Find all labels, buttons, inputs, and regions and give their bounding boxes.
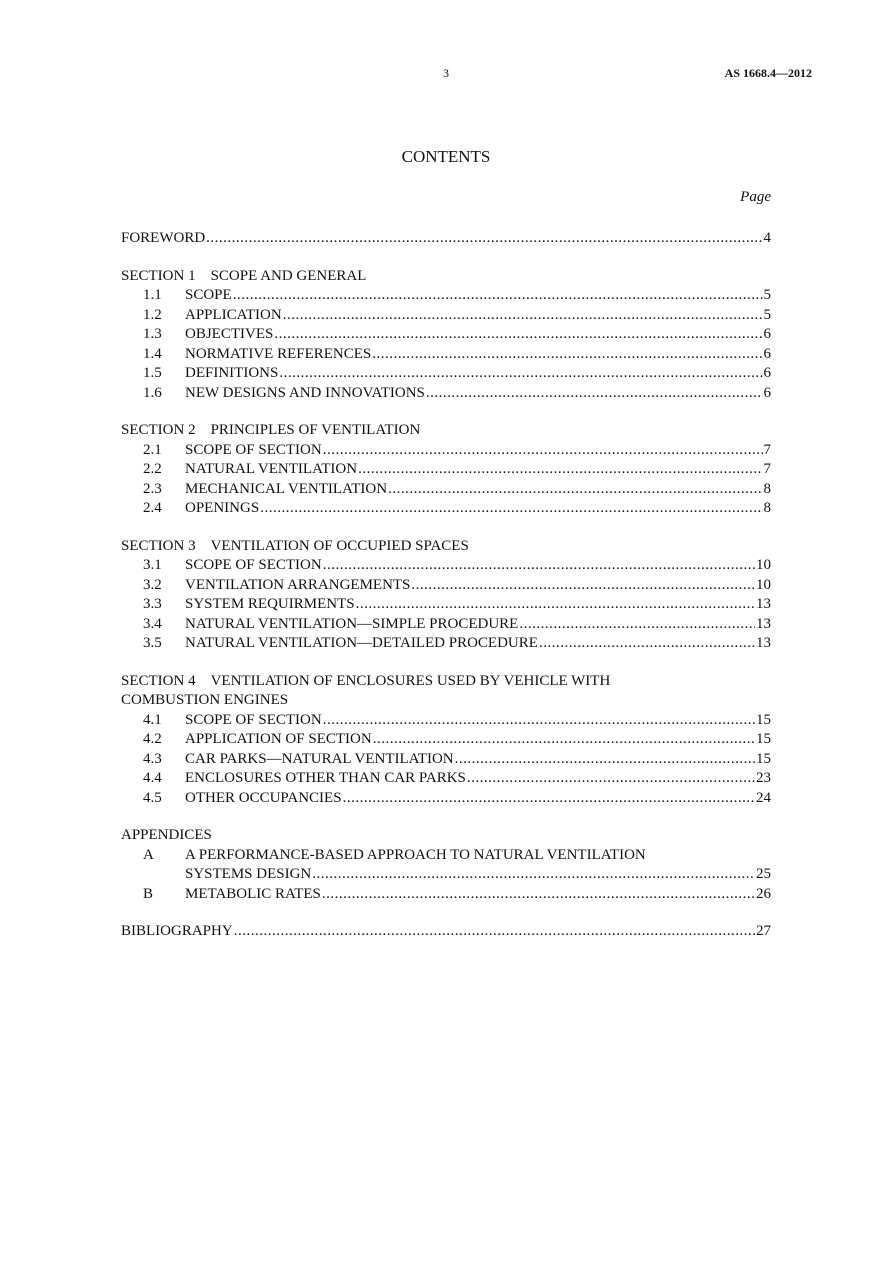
dot-leader bbox=[388, 480, 762, 500]
toc-entry-title: SYSTEMS DESIGN bbox=[185, 866, 312, 882]
toc-entry-page: 8 bbox=[763, 500, 771, 516]
dot-leader bbox=[539, 634, 755, 654]
toc-entry-page: 6 bbox=[763, 384, 771, 401]
toc-entry-title: NORMATIVE REFERENCES bbox=[185, 345, 372, 362]
toc-entry-page: 8 bbox=[763, 480, 771, 497]
toc-entry-number: 2.1 bbox=[143, 441, 162, 458]
dot-leader bbox=[322, 885, 755, 905]
toc-entry-page: 10 bbox=[756, 557, 771, 573]
toc-entry[interactable] bbox=[121, 711, 771, 731]
toc-entry-number: 1.4 bbox=[143, 345, 162, 362]
dot-leader bbox=[206, 229, 762, 249]
toc-entry-title: NATURAL VENTILATION—DETAILED PROCEDURE bbox=[185, 635, 538, 651]
toc-entry[interactable] bbox=[121, 364, 771, 384]
toc-entry-title: NEW DESIGNS AND INNOVATIONS bbox=[185, 384, 425, 401]
toc-entry-appendix-b[interactable] bbox=[121, 885, 771, 905]
dot-leader bbox=[274, 325, 762, 345]
toc-entry-title: APPLICATION OF SECTION bbox=[185, 731, 372, 747]
contents-title: CONTENTS bbox=[401, 147, 491, 166]
toc-entry-title: VENTILATION ARRANGEMENTS bbox=[185, 576, 411, 593]
table-of-contents bbox=[121, 229, 771, 942]
dot-leader bbox=[519, 615, 755, 635]
toc-entry-page: 13 bbox=[756, 615, 771, 632]
toc-entry-number: 4.4 bbox=[143, 770, 162, 786]
toc-entry[interactable] bbox=[121, 556, 771, 576]
dot-leader bbox=[467, 769, 755, 789]
section-4-heading[interactable]: SECTION 4 VENTILATION OF ENCLOSURES USED BY VEHICLE WITH bbox=[121, 672, 611, 689]
toc-entry-number: B bbox=[143, 885, 154, 902]
dot-leader bbox=[356, 595, 755, 615]
page-column-label: Page bbox=[740, 189, 771, 205]
dot-leader bbox=[426, 384, 763, 404]
toc-entry-number: 1.6 bbox=[143, 384, 162, 401]
toc-entry-number: 1.1 bbox=[143, 287, 162, 303]
toc-entry[interactable] bbox=[121, 730, 771, 750]
toc-entry-number: 2.4 bbox=[143, 500, 162, 516]
toc-entry-page: 15 bbox=[756, 731, 771, 747]
toc-entry-page: 5 bbox=[763, 287, 771, 303]
section-4-heading-continued[interactable]: COMBUSTION ENGINES bbox=[121, 692, 289, 708]
toc-entry-page: 5 bbox=[763, 306, 771, 323]
toc-entry-number: 1.5 bbox=[143, 365, 162, 381]
section-1-heading[interactable]: SECTION 1 SCOPE AND GENERAL bbox=[121, 267, 367, 284]
dot-leader bbox=[323, 711, 755, 731]
toc-entry[interactable] bbox=[121, 789, 771, 809]
toc-entry[interactable] bbox=[121, 769, 771, 789]
toc-entry[interactable] bbox=[121, 286, 771, 306]
toc-entry-page: 6 bbox=[763, 365, 771, 381]
toc-entry-page: 4 bbox=[763, 230, 771, 246]
toc-entry-number: A bbox=[143, 846, 154, 863]
toc-entry[interactable] bbox=[121, 441, 771, 461]
toc-entry-number: 3.5 bbox=[143, 635, 162, 651]
toc-entry-number: 3.1 bbox=[143, 557, 162, 573]
toc-entry-title: NATURAL VENTILATION—SIMPLE PROCEDURE bbox=[185, 615, 519, 632]
toc-entry-page: 25 bbox=[756, 866, 771, 882]
toc-entry-number: 1.3 bbox=[143, 326, 162, 342]
dot-leader bbox=[312, 865, 755, 885]
toc-entry-page: 26 bbox=[756, 885, 771, 902]
page-number: 3 bbox=[443, 66, 449, 80]
dot-leader bbox=[233, 286, 763, 306]
toc-entry-number: 2.2 bbox=[143, 461, 162, 477]
appendices-heading[interactable]: APPENDICES bbox=[121, 827, 212, 843]
toc-entry-title: OTHER OCCUPANCIES bbox=[185, 789, 342, 806]
toc-entry-bibliography[interactable] bbox=[121, 922, 771, 942]
toc-entry-title: METABOLIC RATES bbox=[185, 885, 321, 902]
toc-entry-page: 27 bbox=[756, 923, 771, 939]
section-3-heading[interactable]: SECTION 3 VENTILATION OF OCCUPIED SPACES bbox=[121, 537, 469, 554]
toc-entry[interactable] bbox=[121, 480, 771, 500]
toc-entry-number: 4.5 bbox=[143, 789, 162, 806]
toc-entry[interactable] bbox=[121, 499, 771, 519]
dot-leader bbox=[279, 364, 762, 384]
toc-entry-number: 1.2 bbox=[143, 306, 162, 323]
toc-entry-appendix-a-continued[interactable] bbox=[121, 865, 771, 885]
dot-leader bbox=[372, 345, 762, 365]
toc-entry-number: 4.2 bbox=[143, 731, 162, 747]
toc-entry-page: 6 bbox=[763, 326, 771, 342]
toc-entry-title: SCOPE bbox=[185, 287, 232, 303]
toc-entry-title: BIBLIOGRAPHY bbox=[121, 923, 233, 939]
dot-leader bbox=[323, 556, 755, 576]
toc-entry[interactable] bbox=[121, 595, 771, 615]
toc-entry[interactable] bbox=[121, 306, 771, 326]
toc-entry-page: 10 bbox=[756, 576, 771, 593]
toc-entry-title: MECHANICAL VENTILATION bbox=[185, 480, 388, 497]
toc-entry-title: FOREWORD bbox=[121, 230, 206, 246]
toc-entry-title: A PERFORMANCE-BASED APPROACH TO NATURAL VENTILATION bbox=[185, 846, 646, 863]
toc-entry-page: 7 bbox=[763, 441, 771, 458]
toc-entry-number: 2.3 bbox=[143, 480, 162, 497]
toc-entry-number: 3.4 bbox=[143, 615, 162, 632]
toc-entry-title: APPLICATION bbox=[185, 306, 282, 323]
toc-entry-title: SCOPE OF SECTION bbox=[185, 711, 322, 728]
dot-leader bbox=[234, 922, 755, 942]
toc-entry[interactable] bbox=[121, 345, 771, 365]
toc-entry-number: 3.2 bbox=[143, 576, 162, 593]
toc-entry-page: 23 bbox=[756, 770, 771, 786]
toc-entry-title: SYSTEM REQUIRMENTS bbox=[185, 596, 355, 612]
toc-entry-title: SCOPE OF SECTION bbox=[185, 557, 322, 573]
toc-entry[interactable] bbox=[121, 460, 771, 480]
toc-entry[interactable] bbox=[121, 384, 771, 404]
toc-entry-title: ENCLOSURES OTHER THAN CAR PARKS bbox=[185, 770, 466, 786]
standard-id: AS 1668.4—2012 bbox=[724, 66, 812, 80]
toc-entry-page: 6 bbox=[763, 345, 771, 362]
dot-leader bbox=[343, 789, 755, 809]
dot-leader bbox=[323, 441, 763, 461]
toc-entry-appendix-a[interactable] bbox=[121, 846, 771, 866]
dot-leader bbox=[373, 730, 755, 750]
toc-entry[interactable] bbox=[121, 634, 771, 654]
toc-entry-title: OPENINGS bbox=[185, 500, 260, 516]
toc-entry-page: 15 bbox=[756, 750, 771, 767]
toc-entry-page: 15 bbox=[756, 711, 771, 728]
toc-entry[interactable] bbox=[121, 325, 771, 345]
toc-entry-title: CAR PARKS—NATURAL VENTILATION bbox=[185, 750, 454, 767]
toc-entry-foreword[interactable] bbox=[121, 229, 771, 249]
dot-leader bbox=[411, 576, 755, 596]
dot-leader bbox=[455, 750, 755, 770]
toc-entry-page: 7 bbox=[763, 461, 771, 477]
toc-entry-title: OBJECTIVES bbox=[185, 326, 274, 342]
toc-entry-title: DEFINITIONS bbox=[185, 365, 279, 381]
toc-entry-page: 13 bbox=[756, 596, 771, 612]
toc-entry-page: 24 bbox=[756, 789, 771, 806]
toc-entry[interactable] bbox=[121, 615, 771, 635]
dot-leader bbox=[358, 460, 762, 480]
dot-leader bbox=[283, 306, 763, 326]
toc-entry[interactable] bbox=[121, 750, 771, 770]
dot-leader bbox=[260, 499, 762, 519]
toc-entry-number: 4.3 bbox=[143, 750, 162, 767]
toc-entry-page: 13 bbox=[756, 635, 771, 651]
toc-entry-number: 4.1 bbox=[143, 711, 162, 728]
toc-entry-title: SCOPE OF SECTION bbox=[185, 441, 322, 458]
section-2-heading[interactable]: SECTION 2 PRINCIPLES OF VENTILATION bbox=[121, 422, 421, 438]
toc-entry-title: NATURAL VENTILATION bbox=[185, 461, 358, 477]
toc-entry-number: 3.3 bbox=[143, 596, 162, 612]
toc-entry[interactable] bbox=[121, 576, 771, 596]
